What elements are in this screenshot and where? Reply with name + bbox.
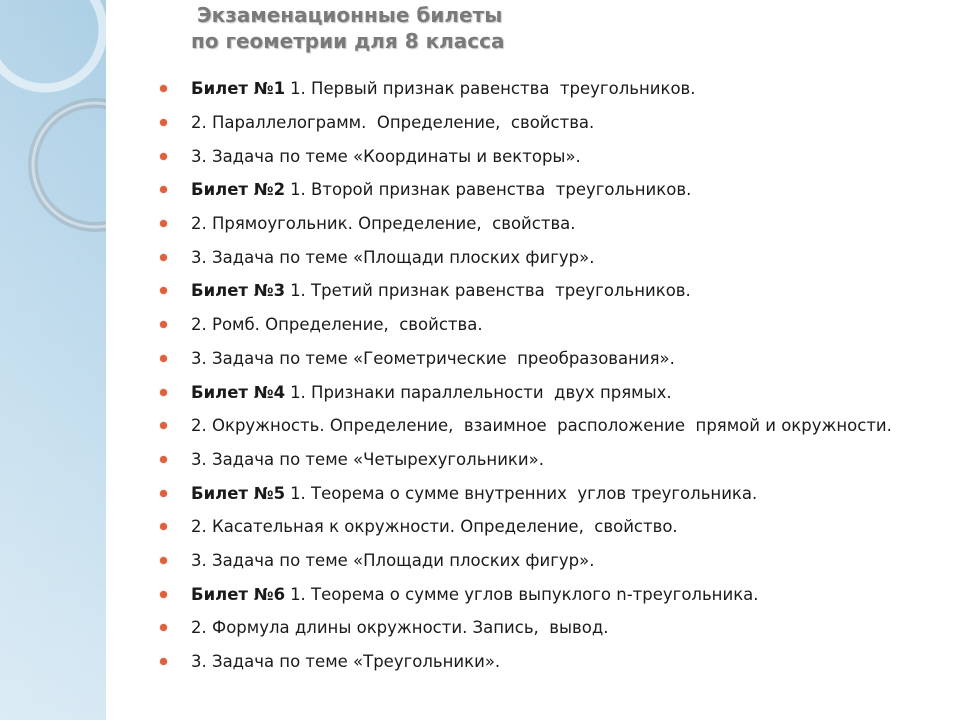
title-line-2: по геометрии для 8 класса (191, 29, 505, 53)
bullet-icon (160, 186, 167, 193)
item-text: 3. Задача по теме «Геометрические преобразования». (191, 348, 675, 368)
bullet-icon (160, 456, 167, 463)
item-text: 1. Теорема о сумме внутренних углов треугольника. (290, 483, 758, 503)
item-text: 3. Задача по теме «Координаты и векторы». (191, 146, 581, 166)
slide-title (191, 2, 505, 54)
list-item (160, 443, 892, 477)
ticket-list (160, 72, 892, 678)
list-item (160, 544, 892, 578)
list-item (160, 409, 892, 443)
item-text: 3. Задача по теме «Площади плоских фигур». (191, 247, 595, 267)
bullet-icon (160, 254, 167, 261)
bullet-icon (160, 220, 167, 227)
list-item (160, 72, 892, 106)
list-item (160, 240, 892, 274)
bullet-icon (160, 523, 167, 530)
item-text: 1. Признаки параллельности двух прямых. (290, 382, 672, 402)
item-text: 2. Ромб. Определение, свойства. (191, 315, 483, 335)
item-text: 2. Окружность. Определение, взаимное расположение прямой и окружности. (191, 416, 892, 436)
list-item (160, 274, 892, 308)
list-item (160, 510, 892, 544)
item-text: 1. Третий признак равенства треугольников. (290, 281, 691, 301)
bullet-icon (160, 153, 167, 160)
item-text: 1. Второй признак равенства треугольников. (290, 180, 692, 200)
bullet-icon (160, 557, 167, 564)
bullet-icon (160, 119, 167, 126)
bullet-icon (160, 624, 167, 631)
list-item (160, 173, 892, 207)
item-text: 1. Первый признак равенства треугольников. (290, 79, 696, 99)
bullet-icon (160, 490, 167, 497)
bullet-icon (160, 287, 167, 294)
ticket-number: Билет №2 (191, 180, 286, 200)
bullet-icon (160, 389, 167, 396)
ticket-number: Билет №3 (191, 281, 286, 301)
list-item (160, 106, 892, 140)
title-line-1: Экзаменационные билеты (197, 3, 503, 27)
list-item (160, 645, 892, 679)
bullet-icon (160, 321, 167, 328)
bullet-icon (160, 658, 167, 665)
side-decoration-panel (0, 0, 106, 720)
list-item (160, 476, 892, 510)
list-item (160, 308, 892, 342)
ticket-number: Билет №5 (191, 483, 286, 503)
bullet-icon (160, 422, 167, 429)
item-text: 2. Параллелограмм. Определение, свойства. (191, 113, 595, 133)
list-item (160, 375, 892, 409)
list-item (160, 342, 892, 376)
item-text: 3. Задача по теме «Площади плоских фигур». (191, 550, 595, 570)
bullet-icon (160, 355, 167, 362)
ticket-number: Билет №4 (191, 382, 286, 402)
decorative-rings (0, 0, 106, 720)
item-text: 3. Задача по теме «Треугольники». (191, 652, 501, 672)
bullet-icon (160, 85, 167, 92)
item-text: 1. Теорема о сумме углов выпуклого n-треугольника. (290, 584, 759, 604)
ticket-number: Билет №6 (191, 584, 286, 604)
list-item (160, 207, 892, 241)
item-text: 2. Прямоугольник. Определение, свойства. (191, 214, 576, 234)
list-item (160, 611, 892, 645)
item-text: 2. Формула длины окружности. Запись, вывод. (191, 618, 609, 638)
ticket-number: Билет №1 (191, 79, 286, 99)
list-item (160, 139, 892, 173)
item-text: 2. Касательная к окружности. Определение, свойство. (191, 517, 678, 537)
list-item (160, 577, 892, 611)
bullet-icon (160, 591, 167, 598)
item-text: 3. Задача по теме «Четырехугольники». (191, 449, 544, 469)
